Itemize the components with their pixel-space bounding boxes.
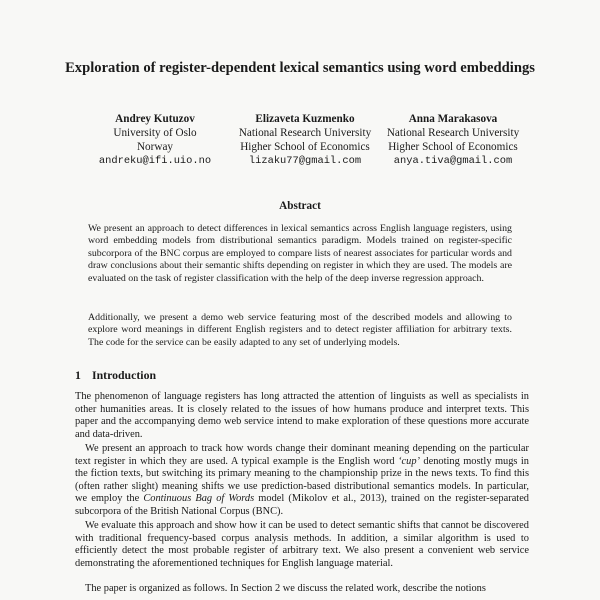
section-title: Introduction	[92, 368, 157, 382]
text-run: denoting mostly mugs in the fiction texts, but switching its primary meaning to the championship prize in the news texts. To find this (often rather slight) meaning shifts we use prediction-based distributional semantics models. In particular, we employ the	[75, 455, 529, 505]
text-run: model (Mikolov et al., 2013), trained on the register-separated subcorpora of the British National Corpus (BNC).	[75, 493, 529, 517]
author-3	[375, 112, 531, 168]
example-word: ‘cup’	[398, 455, 420, 467]
author-name: Andrey Kutuzov	[115, 113, 195, 125]
author-affiliation: Higher School of Economics	[240, 141, 370, 153]
paper-title: Exploration of register-dependent lexical semantics using word embeddings	[65, 60, 535, 76]
abstract-paragraph: We present an approach to detect differences in lexical semantics across English language registers, using word embedding models from distributional semantics paradigm. Models trained on register-specific subcorpora of the BNC corpus are employed to compare lists of nearest associates for particular words and draw conclusions about their semantic shifts depending on register in which they are used. The models are evaluated on the task of register classification with the help of the deep inverse regression approach.	[88, 223, 512, 284]
body-paragraph: We evaluate this approach and show how it can be used to detect semantic shifts that cannot be discovered with traditional frequency-based corpus analysis methods. In addition, a similar algorithm is used to efficiently detect the most probable register of arbitrary text. We also present a convenient web service demonstrating the aforementioned techniques for English language material.	[75, 520, 529, 569]
author-affiliation: National Research University	[238, 127, 372, 139]
author-email: lizaku77@gmail.com	[248, 155, 362, 167]
author-1	[80, 112, 230, 168]
author-affiliation: Higher School of Economics	[388, 141, 518, 153]
abstract-paragraph: Additionally, we present a demo web service featuring most of the described models and allowing to explore word meanings in different English registers and to detect register affiliation for arbitrary texts. The code for the service can be easily adapted to any set of underlying models.	[88, 312, 512, 348]
author-email: andreku@ifi.uio.no	[98, 155, 212, 167]
abstract-heading: Abstract	[279, 200, 321, 212]
author-email: anya.tiva@gmail.com	[393, 155, 513, 167]
text-run: We present an approach to track how words change their dominant meaning depending on the particular text register in which they are used. A typical example is the English word	[75, 443, 529, 467]
body-paragraph: The phenomenon of language registers has long attracted the attention of linguists as well as specialists in other humanities areas. It is closely related to the issues of how humans produce and interpret texts. This paper and the accompanying demo web service intend to make exploration of these questions more accurate and data-driven.	[75, 391, 529, 440]
author-affiliation: National Research University	[386, 127, 520, 139]
section-heading	[75, 368, 156, 383]
author-name: Elizaveta Kuzmenko	[255, 113, 355, 125]
model-name: Continuous Bag of Words	[143, 493, 255, 505]
section-number: 1	[75, 368, 81, 382]
author-affiliation: Norway	[136, 141, 174, 153]
body-paragraph	[75, 443, 529, 519]
body-paragraph: The paper is organized as follows. In Section 2 we discuss the related work, describe the notions	[85, 583, 486, 594]
author-name: Anna Marakasova	[408, 113, 498, 125]
author-affiliation: University of Oslo	[113, 127, 197, 139]
author-2	[222, 112, 388, 168]
